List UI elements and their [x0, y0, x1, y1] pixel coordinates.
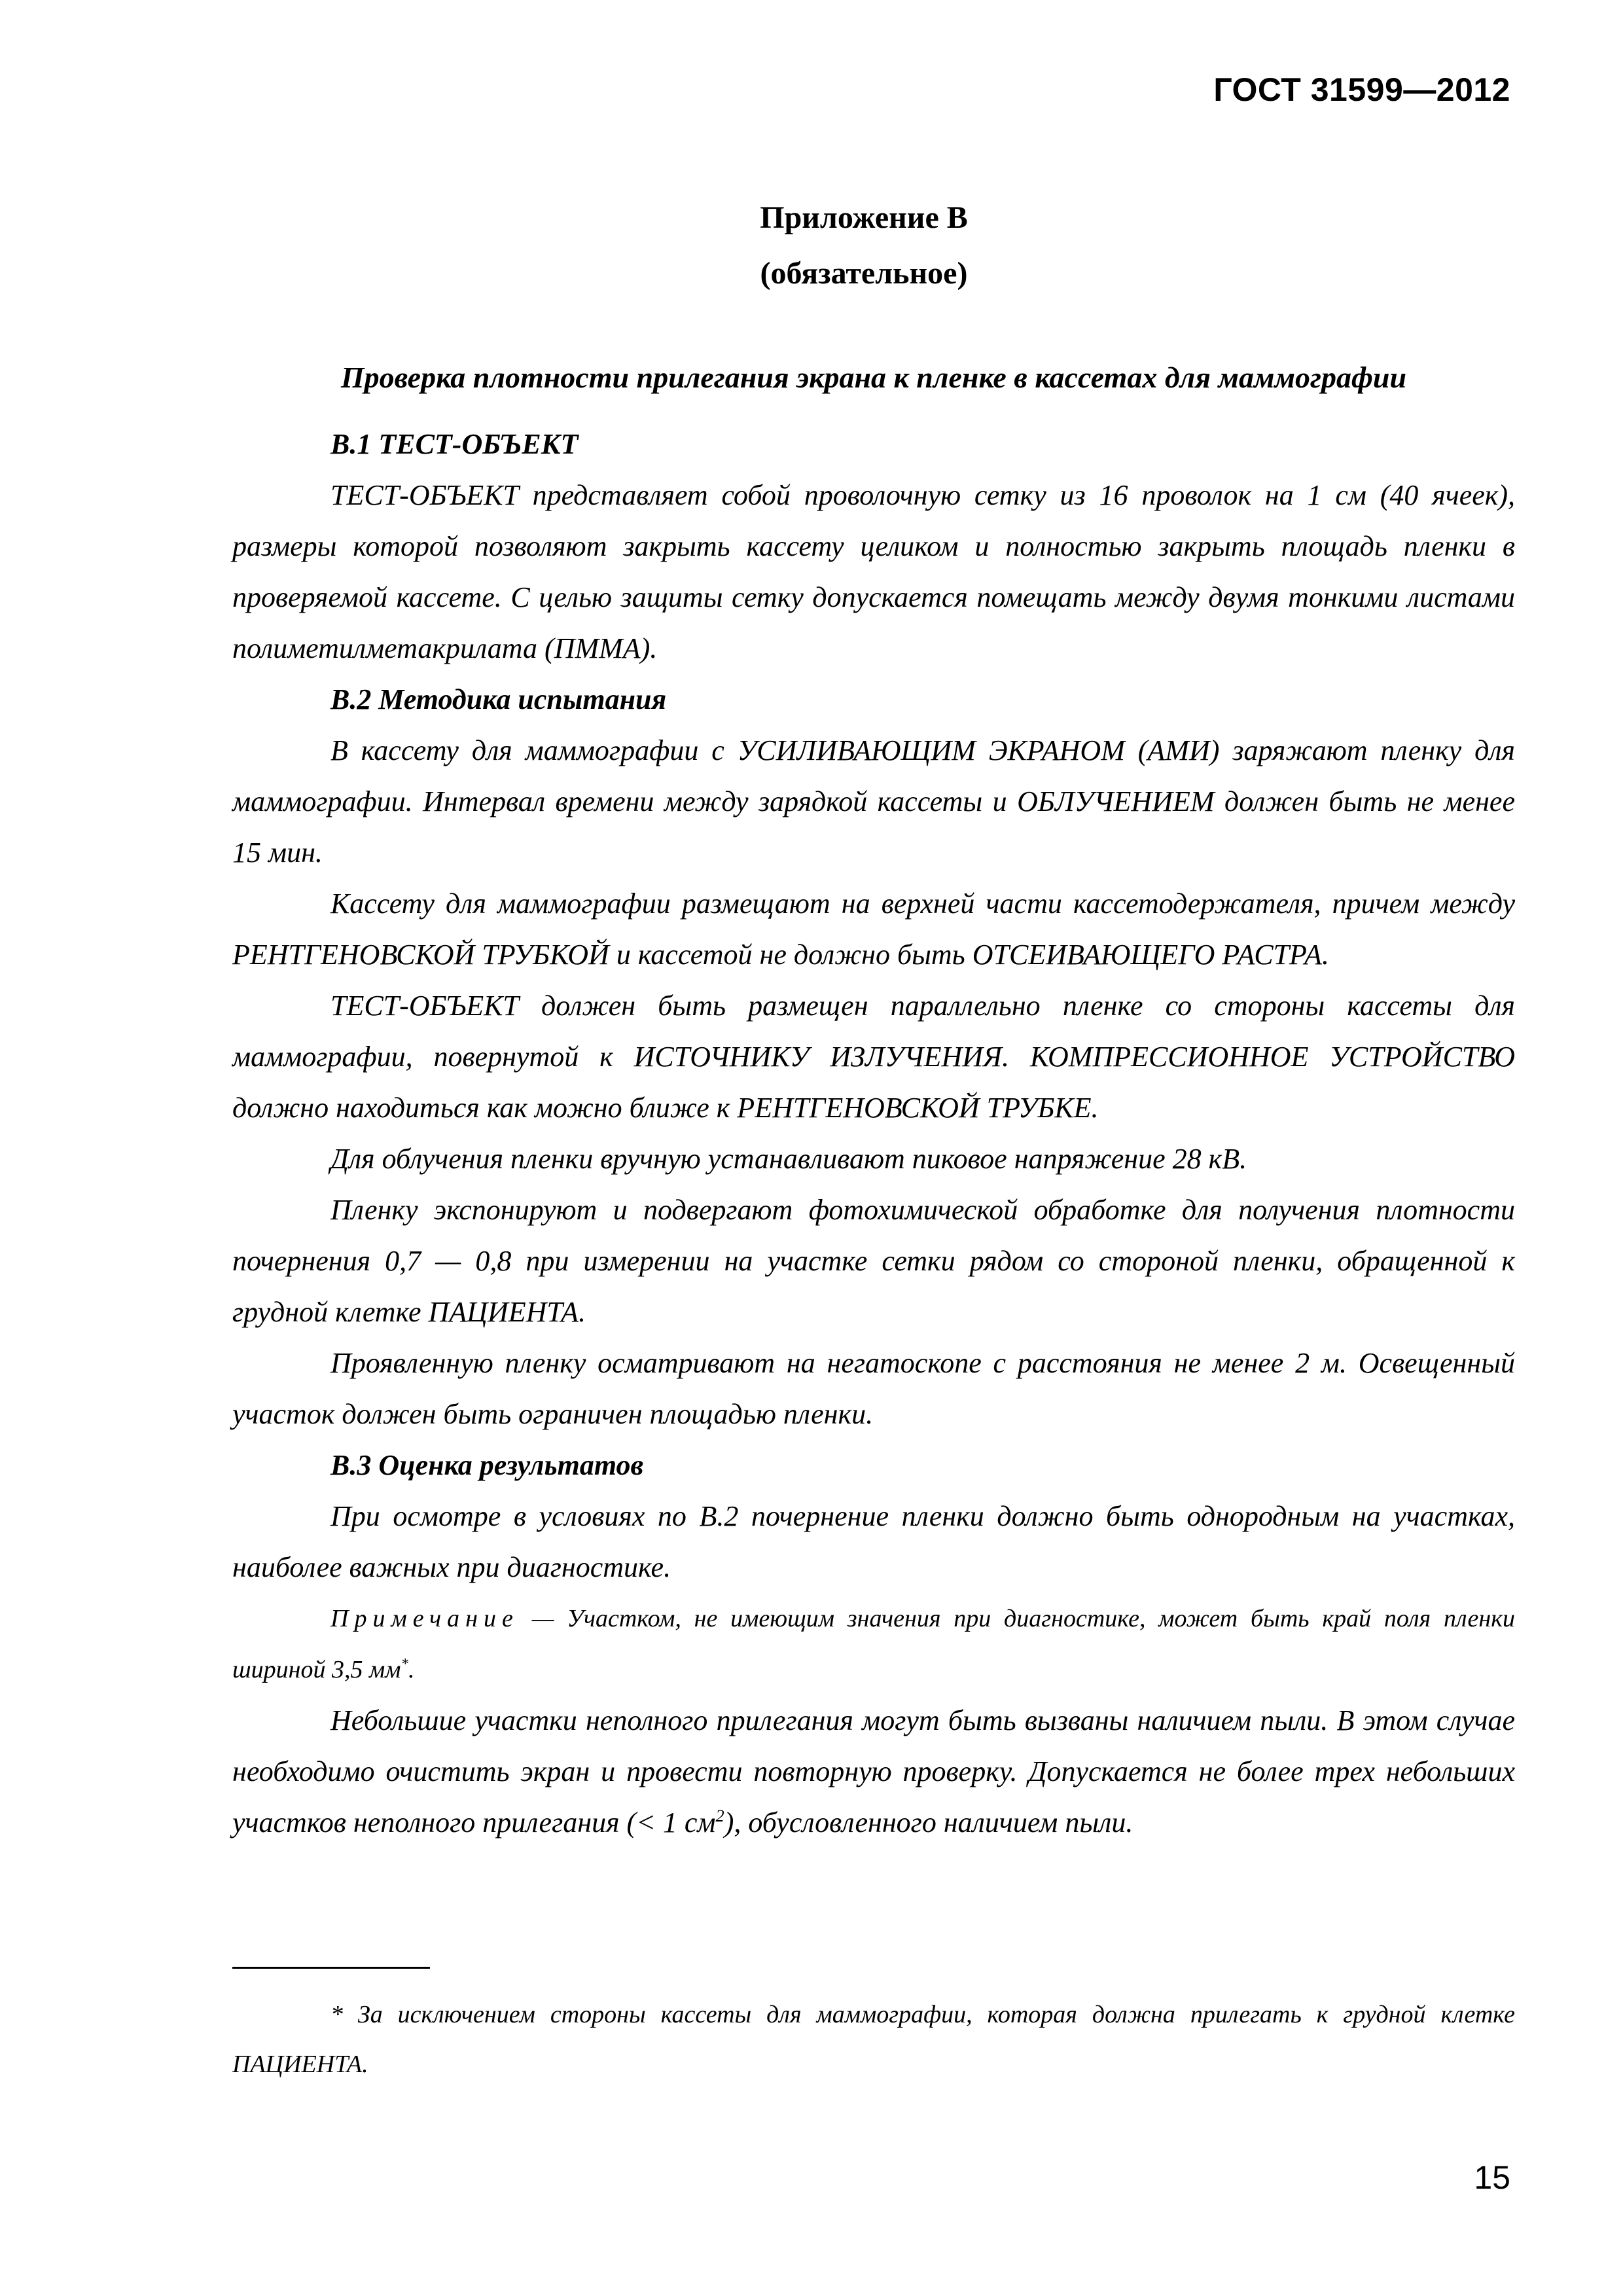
paragraph-text: небольших участков неполного прилегания (< 1 см	[232, 1755, 1516, 1839]
paragraph: Для облучения пленки вручную устанавливают пиковое напряжение 28 кВ.	[330, 1143, 1247, 1175]
note-text-end: .	[408, 1656, 415, 1683]
paragraph: В кассету для маммографии с УСИЛИВАЮЩИМ ЭКРАНОМ (АМИ) заряжают пленку для маммографии. Интервал времени между зарядкой кассеты и ОБЛУЧЕНИЕМ должен быть не менее 15 мин.	[232, 734, 1515, 869]
footnote-divider	[232, 1967, 430, 1969]
section-heading-b2: В.2 Методика испытания	[330, 683, 667, 715]
note	[232, 1593, 1515, 1695]
page-number: 15	[1474, 2159, 1510, 2196]
section-heading-b1: В.1 ТЕСТ-ОБЪЕКТ	[330, 428, 579, 460]
paragraph-text: Небольшие участки неполного прилегания могут быть вызваны наличием пыли. В этом случае необходимо очистить экран и провести повторную проверку. Допускается не более трех	[232, 1704, 1515, 1787]
paragraph: ТЕСТ-ОБЪЕКТ представляет собой проволочную сетку из 16 проволок на 1 см (40 ячеек), размеры которой позволяют закрыть кассету целиком и полностью закрыть площадь пленки в проверяемой кассете. С целью защиты сетку допускается помещать между двумя тонкими листами полиметилметакрилата (ПММА).	[232, 479, 1515, 664]
note-label: Примечание	[330, 1605, 519, 1632]
annex-label: Приложение В	[760, 200, 968, 235]
paragraph: Кассету для маммографии размещают на верхней части кассетодержателя, причем между РЕНТГЕНОВСКОЙ ТРУБКОЙ и кассетой не должно быть ОТСЕИВАЮЩЕГО РАСТРА.	[232, 888, 1515, 971]
paragraph: Проявленную пленку осматривают на негатоскопе с расстояния не менее 2 м. Освещенный участок должен быть ограничен площадью пленки.	[232, 1347, 1515, 1430]
paragraph-text: ), обусловленного наличием пыли.	[724, 1806, 1133, 1839]
paragraph: Пленку экспонируют и подвергают фотохимической обработке для получения плотности почернения 0,7 — 0,8 при измерении на участке сетки рядом со стороной пленки, обращенной к грудной клетке ПАЦИЕНТА.	[232, 1194, 1515, 1328]
paragraph: ТЕСТ-ОБЪЕКТ должен быть размещен параллельно пленке со стороны кассеты для маммографии, повернутой к ИСТОЧНИКУ ИЗЛУЧЕНИЯ. КОМПРЕССИОННОЕ УСТРОЙСТВО должно находиться как можно ближе к РЕНТГЕНОВСКОЙ ТРУБКЕ.	[232, 990, 1515, 1124]
note-text: — Участком, не имеющим значения при диагностике, может быть край поля пленки шириной 3,5 мм	[232, 1605, 1515, 1683]
paragraph	[232, 1695, 1515, 1848]
section-heading-b3: В.3 Оценка результатов	[330, 1449, 644, 1481]
annex-status: (обязательное)	[760, 256, 968, 291]
footnote-marker[interactable]: *	[401, 1655, 408, 1672]
paragraph: При осмотре в условиях по В.2 почернение пленки должно быть однородным на участках, наиболее важных при диагностике.	[232, 1500, 1515, 1583]
annex-title: Проверка плотности прилегания экрана к пленке в кассетах для маммографии	[340, 361, 1407, 394]
footnote: * За исключением стороны кассеты для маммографии, которая должна прилегать к грудной клетке ПАЦИЕНТА.	[232, 2001, 1515, 2078]
superscript: 2	[715, 1806, 724, 1826]
standard-number: ГОСТ 31599—2012	[1213, 71, 1510, 108]
annex-body	[232, 419, 1515, 1848]
